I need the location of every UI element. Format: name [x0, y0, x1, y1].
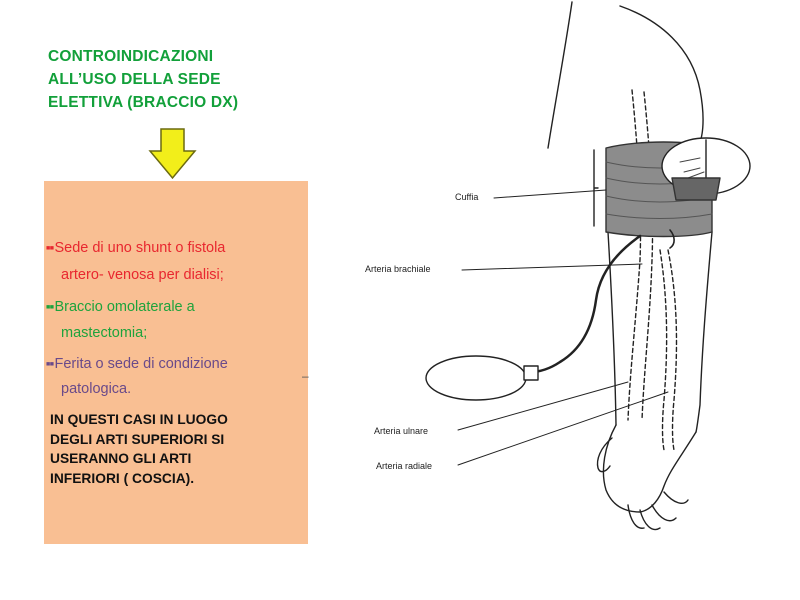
title-line-1: CONTROINDICAZIONI — [48, 48, 214, 65]
item-text: Braccio omolaterale a — [54, 299, 195, 315]
forearm-outline-right — [696, 232, 712, 432]
slide-title — [48, 45, 308, 114]
tube — [530, 236, 640, 372]
title-line-2: ALL’USO DELLA SEDE — [48, 71, 221, 88]
artery-radial-dash — [660, 250, 667, 450]
contraindications-box — [44, 181, 308, 544]
list-item-wound — [46, 355, 228, 374]
label-radial-artery: Arteria radiale — [376, 461, 433, 471]
shoulder-outline — [620, 6, 703, 146]
title-line-3: ELETTIVA (BRACCIO DX) — [48, 94, 239, 111]
bullet-icon: ■■ — [46, 245, 54, 252]
item-text: Sede di uno shunt o fistola — [54, 240, 226, 256]
note-line-4: INFERIORI ( COSCIA). — [50, 470, 195, 486]
bullet-icon: ■■ — [46, 361, 54, 368]
label-cuff: Cuffia — [455, 192, 479, 202]
note-text — [50, 410, 300, 488]
item-continuation: artero- venosa per dialisi; — [61, 267, 224, 283]
pump-bulb-icon — [426, 356, 526, 400]
hand-outline — [603, 425, 696, 512]
note-line-2: DEGLI ARTI SUPERIORI SI — [50, 431, 225, 447]
down-arrow-icon — [148, 128, 198, 180]
item-text: Ferita o sede di condizione — [54, 356, 228, 372]
label-brachial-artery: Arteria brachiale — [365, 264, 431, 274]
list-item-mastectomy — [46, 298, 195, 317]
item-continuation: patologica. — [61, 381, 132, 397]
arm-illustration — [345, 0, 800, 600]
list-item-shunt — [46, 239, 225, 258]
note-line-3: USERANNO GLI ARTI — [50, 451, 192, 466]
artery-main — [628, 90, 641, 420]
item-continuation: mastectomia; — [61, 325, 148, 341]
dash-mark: – — [302, 369, 309, 383]
arm-outline-left — [548, 2, 572, 148]
label-ulnar-artery: Arteria ulnare — [374, 426, 429, 436]
manometer-base — [672, 178, 720, 200]
note-line-1: IN QUESTI CASI IN LUOGO — [50, 412, 228, 427]
bullet-icon: ■■ — [46, 304, 54, 311]
